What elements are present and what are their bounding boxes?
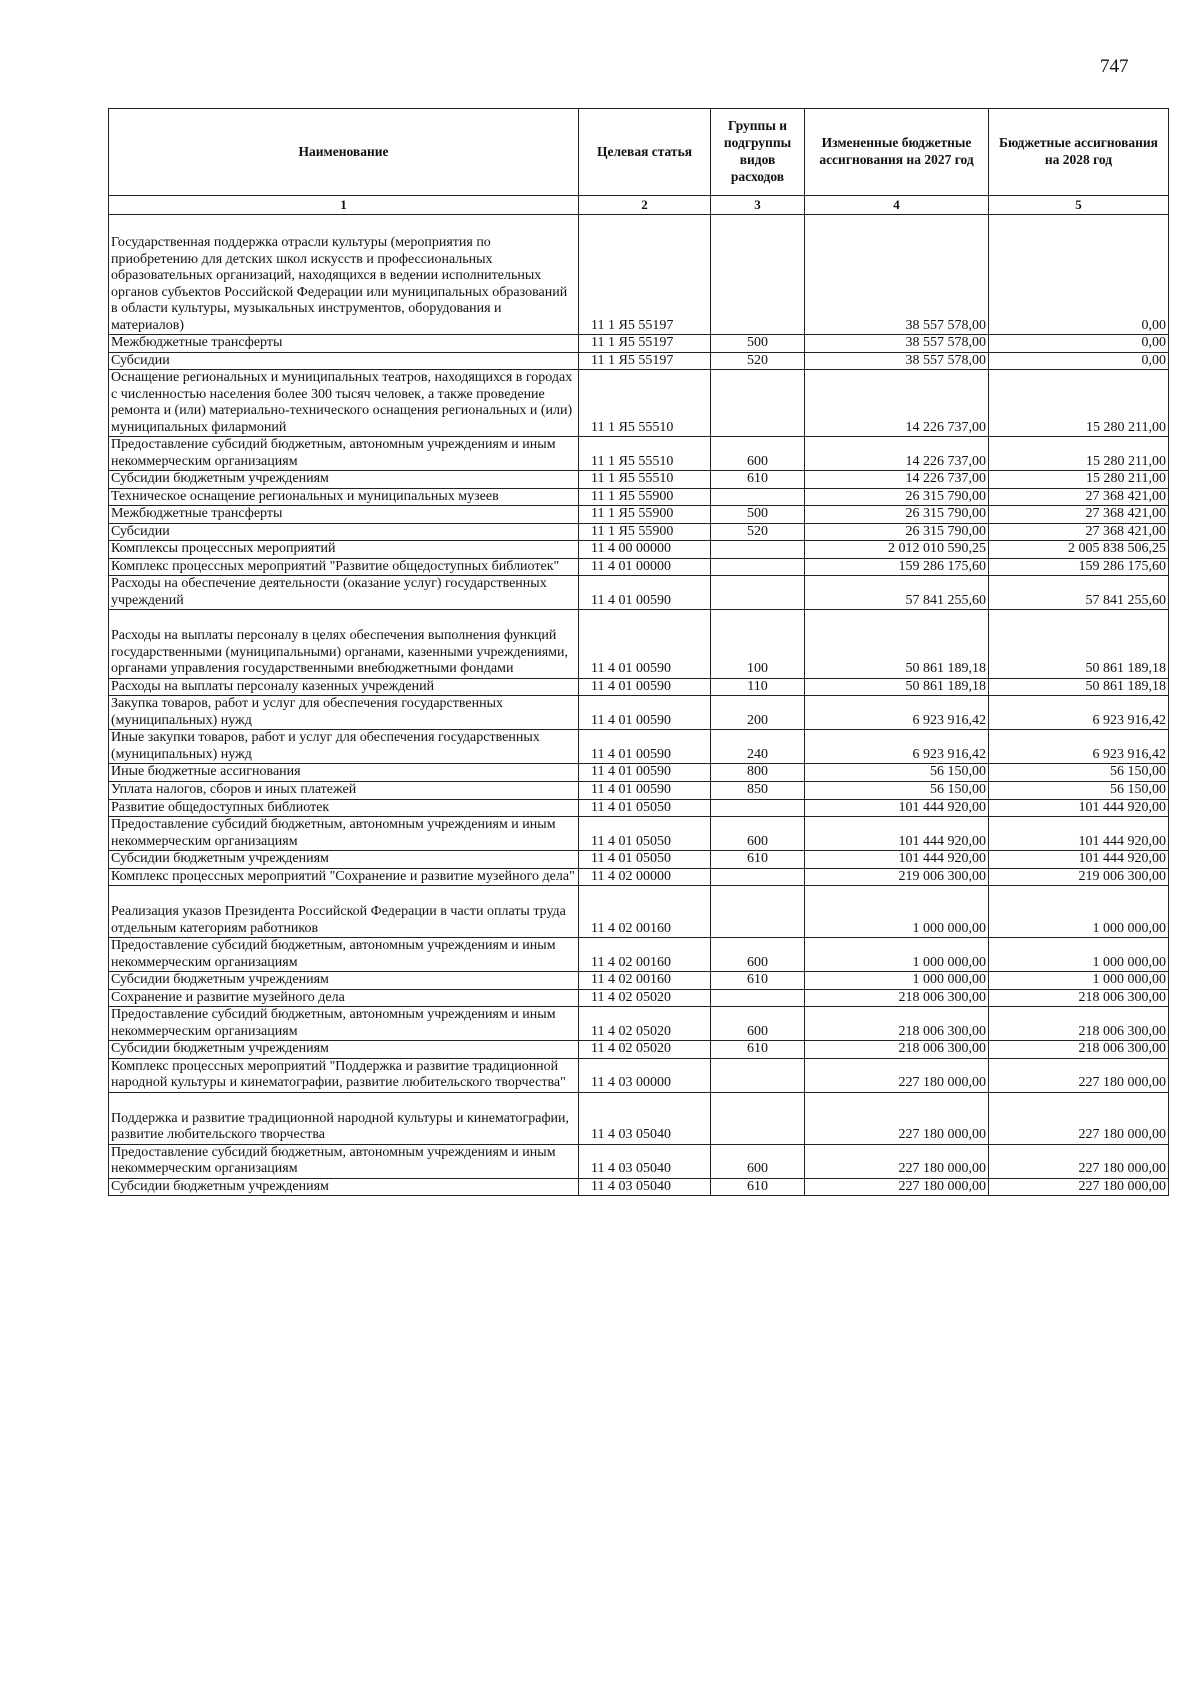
row-amount-2028: 218 006 300,00 [989,1007,1169,1041]
header-code: Целевая статья [579,109,711,196]
row-amount-2027: 57 841 255,60 [805,576,989,610]
row-amount-2028: 50 861 189,18 [989,610,1169,679]
row-amount-2028: 219 006 300,00 [989,868,1169,886]
row-expense-group: 610 [711,471,805,489]
row-amount-2027: 227 180 000,00 [805,1144,989,1178]
row-amount-2028: 0,00 [989,352,1169,370]
row-amount-2028: 227 180 000,00 [989,1058,1169,1092]
row-target-code: 11 1 Я5 55900 [579,506,711,524]
table-row [109,799,1169,817]
table-row [109,215,1169,335]
row-name: Поддержка и развитие традиционной народной культуры и кинематографии, развитие любительского творчества [109,1092,579,1144]
row-amount-2028: 1 000 000,00 [989,938,1169,972]
row-expense-group: 800 [711,764,805,782]
row-amount-2027: 219 006 300,00 [805,868,989,886]
header-group: Группы и подгруппы видов расходов [711,109,805,196]
table-row [109,1041,1169,1059]
row-name: Субсидии [109,352,579,370]
row-name: Предоставление субсидий бюджетным, автономным учреждениям и иным некоммерческим организациям [109,817,579,851]
row-expense-group [711,886,805,938]
row-target-code: 11 1 Я5 55900 [579,488,711,506]
row-target-code: 11 4 01 05050 [579,851,711,869]
table-row [109,1058,1169,1092]
table-row [109,972,1169,990]
row-amount-2027: 56 150,00 [805,781,989,799]
row-amount-2028: 6 923 916,42 [989,696,1169,730]
table-row [109,576,1169,610]
column-number: 2 [579,196,711,215]
table-row [109,370,1169,437]
row-name: Субсидии бюджетным учреждениям [109,1178,579,1196]
row-amount-2028: 0,00 [989,335,1169,353]
row-amount-2028: 227 180 000,00 [989,1092,1169,1144]
row-target-code: 11 1 Я5 55510 [579,437,711,471]
row-amount-2028: 15 280 211,00 [989,471,1169,489]
row-amount-2028: 101 444 920,00 [989,851,1169,869]
row-name: Расходы на обеспечение деятельности (оказание услуг) государственных учреждений [109,576,579,610]
table-header-row [109,109,1169,196]
row-expense-group: 600 [711,1007,805,1041]
row-expense-group: 500 [711,335,805,353]
row-name: Оснащение региональных и муниципальных театров, находящихся в городах с численностью населения более 300 тысяч человек, а также проведение ремонта и (или) материально-технического оснащения региональных и (или) муниципальных филармоний [109,370,579,437]
row-name: Комплекс процессных мероприятий "Развитие общедоступных библиотек" [109,558,579,576]
row-expense-group [711,989,805,1007]
row-target-code: 11 1 Я5 55197 [579,335,711,353]
row-expense-group: 610 [711,1178,805,1196]
table-row [109,938,1169,972]
row-amount-2028: 27 368 421,00 [989,488,1169,506]
row-amount-2028: 50 861 189,18 [989,678,1169,696]
row-amount-2027: 38 557 578,00 [805,352,989,370]
row-amount-2028: 159 286 175,60 [989,558,1169,576]
row-name: Комплексы процессных мероприятий [109,541,579,559]
row-expense-group: 520 [711,352,805,370]
row-amount-2027: 26 315 790,00 [805,488,989,506]
table-row [109,817,1169,851]
row-amount-2028: 1 000 000,00 [989,886,1169,938]
row-name: Субсидии бюджетным учреждениям [109,972,579,990]
row-amount-2028: 56 150,00 [989,781,1169,799]
row-name: Предоставление субсидий бюджетным, автономным учреждениям и иным некоммерческим организациям [109,938,579,972]
row-name: Комплекс процессных мероприятий "Поддержка и развитие традиционной народной культуры и кинематографии, развитие любительского творчества" [109,1058,579,1092]
table-row [109,1092,1169,1144]
row-amount-2027: 1 000 000,00 [805,972,989,990]
row-name: Субсидии бюджетным учреждениям [109,471,579,489]
row-target-code: 11 4 01 00590 [579,678,711,696]
table-row [109,352,1169,370]
row-name: Межбюджетные трансферты [109,506,579,524]
row-name: Предоставление субсидий бюджетным, автономным учреждениям и иным некоммерческим организациям [109,437,579,471]
column-number: 1 [109,196,579,215]
row-name: Расходы на выплаты персоналу в целях обеспечения выполнения функций государственными (муниципальными) органами, казенными учреждениями, органами управления государственными внебюджетными фондами [109,610,579,679]
row-amount-2027: 101 444 920,00 [805,817,989,851]
row-name: Развитие общедоступных библиотек [109,799,579,817]
table-row [109,678,1169,696]
row-target-code: 11 4 03 05040 [579,1178,711,1196]
row-expense-group: 610 [711,1041,805,1059]
row-expense-group [711,558,805,576]
row-target-code: 11 1 Я5 55510 [579,471,711,489]
row-amount-2027: 101 444 920,00 [805,799,989,817]
row-target-code: 11 4 02 00160 [579,972,711,990]
row-amount-2027: 56 150,00 [805,764,989,782]
table-row [109,488,1169,506]
row-name: Субсидии бюджетным учреждениям [109,1041,579,1059]
table-row [109,781,1169,799]
row-expense-group [711,868,805,886]
row-target-code: 11 4 01 00590 [579,576,711,610]
table-row [109,886,1169,938]
row-expense-group: 610 [711,972,805,990]
row-target-code: 11 4 01 05050 [579,817,711,851]
row-expense-group: 240 [711,730,805,764]
row-amount-2027: 218 006 300,00 [805,989,989,1007]
row-name: Закупка товаров, работ и услуг для обеспечения государственных (муниципальных) нужд [109,696,579,730]
column-number: 5 [989,196,1169,215]
row-name: Межбюджетные трансферты [109,335,579,353]
row-amount-2027: 218 006 300,00 [805,1007,989,1041]
row-target-code: 11 4 01 00590 [579,730,711,764]
row-target-code: 11 1 Я5 55197 [579,215,711,335]
row-amount-2027: 101 444 920,00 [805,851,989,869]
row-amount-2027: 2 012 010 590,25 [805,541,989,559]
table-body [109,215,1169,1196]
row-expense-group [711,215,805,335]
row-target-code: 11 4 02 05020 [579,1007,711,1041]
row-amount-2027: 159 286 175,60 [805,558,989,576]
row-amount-2028: 1 000 000,00 [989,972,1169,990]
row-expense-group [711,541,805,559]
table-row [109,868,1169,886]
row-amount-2028: 227 180 000,00 [989,1178,1169,1196]
row-expense-group: 850 [711,781,805,799]
table-row [109,730,1169,764]
row-target-code: 11 4 03 00000 [579,1058,711,1092]
row-target-code: 11 1 Я5 55197 [579,352,711,370]
row-amount-2028: 6 923 916,42 [989,730,1169,764]
page-number: 747 [1100,56,1129,77]
row-expense-group: 610 [711,851,805,869]
table-row [109,523,1169,541]
row-amount-2027: 227 180 000,00 [805,1178,989,1196]
row-target-code: 11 4 01 00590 [579,610,711,679]
row-expense-group [711,576,805,610]
row-target-code: 11 4 02 00000 [579,868,711,886]
row-name: Иные закупки товаров, работ и услуг для обеспечения государственных (муниципальных) нужд [109,730,579,764]
column-number: 3 [711,196,805,215]
row-expense-group [711,1092,805,1144]
row-amount-2028: 101 444 920,00 [989,799,1169,817]
row-name: Сохранение и развитие музейного дела [109,989,579,1007]
row-expense-group [711,799,805,817]
row-amount-2027: 6 923 916,42 [805,730,989,764]
row-target-code: 11 4 01 00000 [579,558,711,576]
row-name: Субсидии [109,523,579,541]
row-amount-2027: 6 923 916,42 [805,696,989,730]
row-name: Расходы на выплаты персоналу казенных учреждений [109,678,579,696]
table-row [109,610,1169,679]
table-row [109,558,1169,576]
row-amount-2027: 14 226 737,00 [805,437,989,471]
row-amount-2028: 101 444 920,00 [989,817,1169,851]
table-row [109,764,1169,782]
table-row [109,471,1169,489]
table-row [109,335,1169,353]
row-target-code: 11 1 Я5 55510 [579,370,711,437]
row-name: Предоставление субсидий бюджетным, автономным учреждениям и иным некоммерческим организациям [109,1007,579,1041]
row-amount-2028: 15 280 211,00 [989,437,1169,471]
row-expense-group [711,1058,805,1092]
row-expense-group: 110 [711,678,805,696]
row-expense-group [711,370,805,437]
row-target-code: 11 4 03 05040 [579,1144,711,1178]
row-expense-group: 200 [711,696,805,730]
row-expense-group: 600 [711,938,805,972]
row-amount-2027: 227 180 000,00 [805,1058,989,1092]
row-target-code: 11 4 01 00590 [579,696,711,730]
budget-table [108,108,1169,1196]
row-name: Субсидии бюджетным учреждениям [109,851,579,869]
row-amount-2027: 26 315 790,00 [805,523,989,541]
row-amount-2028: 0,00 [989,215,1169,335]
table-row [109,1144,1169,1178]
row-target-code: 11 4 02 00160 [579,886,711,938]
row-expense-group: 600 [711,1144,805,1178]
row-name: Иные бюджетные ассигнования [109,764,579,782]
row-amount-2028: 227 180 000,00 [989,1144,1169,1178]
row-name: Техническое оснащение региональных и муниципальных музеев [109,488,579,506]
row-target-code: 11 4 02 05020 [579,1041,711,1059]
table-row [109,989,1169,1007]
row-expense-group: 600 [711,437,805,471]
header-amount-2027: Измененные бюджетные ассигнования на 2027 год [805,109,989,196]
row-expense-group: 520 [711,523,805,541]
row-amount-2027: 1 000 000,00 [805,886,989,938]
row-expense-group: 500 [711,506,805,524]
row-amount-2028: 2 005 838 506,25 [989,541,1169,559]
row-target-code: 11 4 01 00590 [579,781,711,799]
row-name: Предоставление субсидий бюджетным, автономным учреждениям и иным некоммерческим организациям [109,1144,579,1178]
row-amount-2027: 26 315 790,00 [805,506,989,524]
row-name: Комплекс процессных мероприятий "Сохранение и развитие музейного дела" [109,868,579,886]
row-expense-group [711,488,805,506]
row-amount-2028: 218 006 300,00 [989,1041,1169,1059]
table-row [109,437,1169,471]
row-name: Государственная поддержка отрасли культуры (мероприятия по приобретению для детских школ искусств и профессиональных образовательных организаций, находящихся в ведении исполнительных органов субъектов Российской Федерации или муниципальных образований в области культуры, музыкальных инструментов, оборудования и материалов) [109,215,579,335]
header-name: Наименование [109,109,579,196]
row-amount-2027: 50 861 189,18 [805,610,989,679]
row-amount-2027: 38 557 578,00 [805,335,989,353]
row-target-code: 11 4 01 00590 [579,764,711,782]
row-amount-2027: 227 180 000,00 [805,1092,989,1144]
row-amount-2027: 14 226 737,00 [805,471,989,489]
row-target-code: 11 4 00 00000 [579,541,711,559]
table-row [109,851,1169,869]
table-row [109,1178,1169,1196]
row-amount-2028: 27 368 421,00 [989,523,1169,541]
row-name: Реализация указов Президента Российской Федерации в части оплаты труда отдельным категориям работников [109,886,579,938]
row-amount-2027: 14 226 737,00 [805,370,989,437]
row-name: Уплата налогов, сборов и иных платежей [109,781,579,799]
row-amount-2028: 27 368 421,00 [989,506,1169,524]
row-target-code: 11 4 03 05040 [579,1092,711,1144]
row-target-code: 11 4 01 05050 [579,799,711,817]
row-expense-group: 600 [711,817,805,851]
row-amount-2028: 56 150,00 [989,764,1169,782]
table-row [109,506,1169,524]
row-amount-2028: 218 006 300,00 [989,989,1169,1007]
row-amount-2028: 15 280 211,00 [989,370,1169,437]
row-amount-2027: 1 000 000,00 [805,938,989,972]
table-row [109,1007,1169,1041]
row-amount-2027: 218 006 300,00 [805,1041,989,1059]
header-amount-2028: Бюджетные ассигнования на 2028 год [989,109,1169,196]
row-amount-2027: 38 557 578,00 [805,215,989,335]
table-row [109,541,1169,559]
column-number: 4 [805,196,989,215]
row-target-code: 11 4 02 00160 [579,938,711,972]
row-amount-2028: 57 841 255,60 [989,576,1169,610]
row-expense-group: 100 [711,610,805,679]
row-amount-2027: 50 861 189,18 [805,678,989,696]
column-numbers-row [109,196,1169,215]
row-target-code: 11 1 Я5 55900 [579,523,711,541]
table-row [109,696,1169,730]
row-target-code: 11 4 02 05020 [579,989,711,1007]
